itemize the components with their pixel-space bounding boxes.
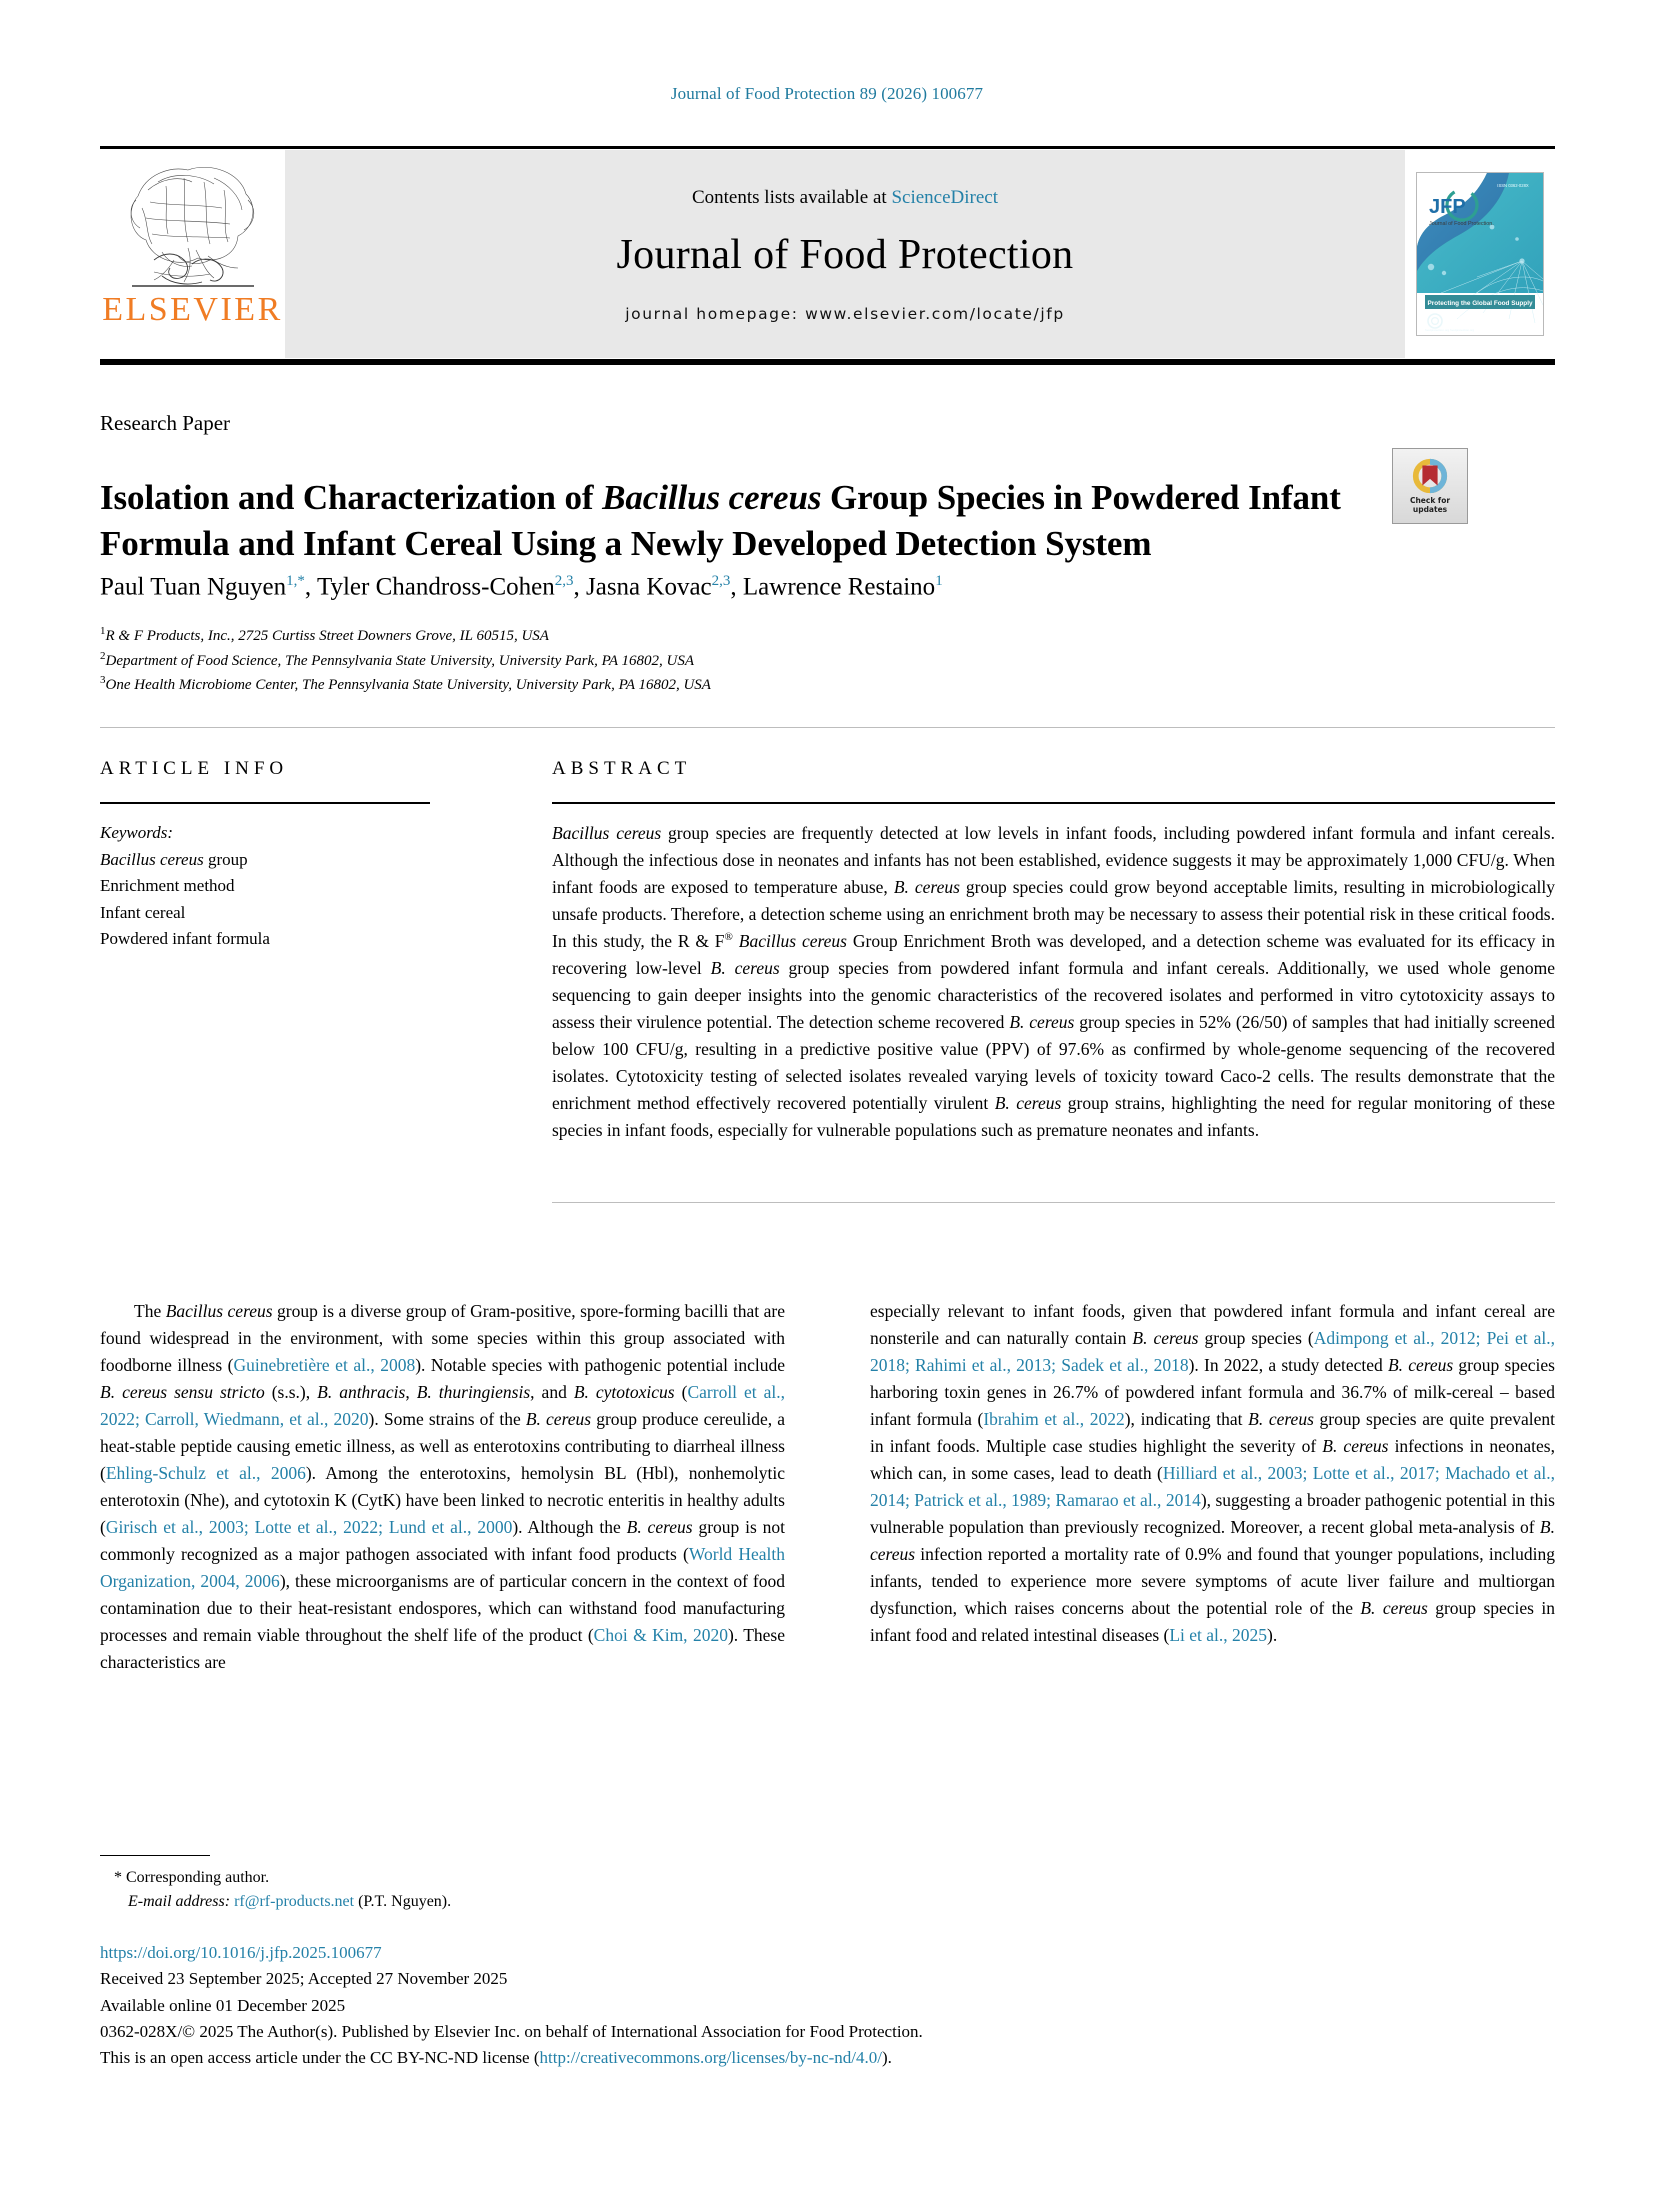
copyright-line: 0362-028X/© 2025 The Author(s). Published by Elsevier Inc. on behalf of International Association for Food Protection. — [100, 2022, 923, 2042]
abstract-heading: ABSTRACT — [552, 758, 692, 779]
svg-text:JFP: JFP — [1429, 196, 1466, 218]
running-head: Journal of Food Protection 89 (2026) 100677 — [670, 84, 984, 103]
keywords-block — [100, 820, 500, 953]
article-info-heading: ARTICLE INFO — [100, 758, 289, 779]
citation-link[interactable]: Choi & Kim, 2020 — [593, 1625, 728, 1646]
email-suffix: (P.T. Nguyen). — [358, 1893, 452, 1911]
author-name[interactable]: Jasna Kovac — [586, 573, 712, 601]
contents-prefix: Contents lists available at — [691, 187, 892, 208]
svg-text:Food Protection: Food Protection — [1446, 320, 1489, 326]
author-sep: , — [573, 573, 586, 601]
license-prefix: This is an open access article under the CC BY-NC-ND license ( — [100, 2048, 540, 2068]
abstract-bottom-rule — [552, 1202, 1555, 1203]
body-paragraph: The Bacillus cereus group is a diverse group of Gram-positive, spore-forming bacilli that are found widespread in the environment, with some species within this group associated with foodborne illness (Guinebretière et al., 2008). Notable species with pathogenic potential include B. cereus sensu stricto (s.s.), B. anthracis, B. thuringiensis, and B. cytotoxicus (Carroll et al., 2022; Carroll, Wiedmann, et al., 2020). Some strains of the B. cereus group produce cereulide, a heat-stable peptide causing emetic illness, as well as enterotoxins contributing to diarrheal illness (Ehling-Schulz et al., 2006). Among the enterotoxins, hemolysin BL (Hbl), nonhemolytic enterotoxin (Nhe), and cytotoxin K (CytK) have been linked to necrotic enteritis in healthy adults (Girisch et al., 2003; Lotte et al., 2022; Lund et al., 2000). Although the B. cereus group is not commonly recognized as a major pathogen associated with infant food products (World Health Organization, 2004, 2006), these microorganisms are of particular concern in the context of food contamination due to their heat-resistant endospores, which can withstand food manufacturing processes and remain viable throughout the shelf life of the product (Choi & Kim, 2020). These characteristics are — [100, 1301, 786, 1673]
page-title — [100, 475, 1365, 566]
masthead-top-rule — [100, 146, 1555, 149]
license-link[interactable]: http://creativecommons.org/licenses/by-nc-nd/4.0/ — [539, 2048, 882, 2068]
license-line — [100, 2045, 1420, 2071]
footnote-rule — [100, 1855, 210, 1856]
email-label: E-mail address: — [128, 1893, 231, 1911]
body-columns — [100, 1298, 1555, 1676]
journal-masthead — [100, 146, 1555, 365]
crossmark-label-line2: updates — [1412, 505, 1448, 514]
body-column-left — [100, 1298, 785, 1676]
svg-text:Journal of Food Protection.: Journal of Food Protection. — [1429, 221, 1494, 227]
citation-link[interactable]: Carroll et al., 2022; Carroll, Wiedmann, et al., 2020 — [100, 1382, 786, 1430]
abstract-text: Bacillus cereus group species are frequently detected at low levels in infant foods, including powdered infant formula and infant cereals. Although the infectious dose in neonates and infants has not been established, evidence suggests it may be approximately 1,000 CFU/g. When infant foods are exposed to temperature abuse, B. cereus group species could grow beyond acceptable limits, resulting in microbiologically unsafe products. Therefore, a detection scheme using an enrichment broth may be necessary to assess their potential risk in these critical foods. In this study, the R & F® Bacillus cereus Group Enrichment Broth was developed, and a detection scheme was evaluated for its efficacy in recovering low-level B. cereus group species from powdered infant formula and infant cereals. Additionally, we used whole genome sequencing to gain deeper insights into the genomic characteristics of the recovered isolates and performed in vitro cytotoxicity assays to assess their virulence potential. The detection scheme recovered B. cereus group species in 52% (26/50) of samples that had initially screened below 100 CFU/g, resulting in a predictive positive value (PPV) of 97.6% as confirmed by whole-genome sequencing of the recovered isolates. Cytotoxicity testing of selected isolates revealed varying levels of toxicity toward Caco-2 cells. The results demonstrate that the enrichment method effectively recovered potentially virulent B. cereus group strains, highlighting the need for regular monitoring of these species in infant foods, especially for vulnerable populations such as premature neonates and infants. — [552, 823, 1556, 1141]
author-list — [100, 573, 1400, 601]
crossmark-badge[interactable] — [1392, 448, 1468, 524]
crossmark-label-line1: Check for — [1409, 496, 1451, 506]
body-paragraph: especially relevant to infant foods, given that powdered infant formula and infant cereal are nonsterile and can naturally contain B. cereus group species (Adimpong et al., 2012; Pei et al., 2018; Rahimi et al., 2013; Sadek et al., 2018). In 2022, a study detected B. cereus group species harboring toxin genes in 26.7% of powdered infant formula and 36.7% of milk-cereal – based infant formula (Ibrahim et al., 2022), indicating that B. cereus group species are quite prevalent in infant foods. Multiple case studies highlight the severity of B. cereus infections in neonates, which can, in some cases, lead to death (Hilliard et al., 2003; Lotte et al., 2017; Machado et al., 2014; Patrick et al., 1989; Ramarao et al., 2014), suggesting a broader pathogenic potential in this vulnerable population than previously recognized. Moreover, a recent global meta-analysis of B. cereus infection reported a mortality rate of 0.9% and found that younger populations, including infants, tended to experience more severe symptoms of acute liver failure and multiorgan dysfunction, which raises concerns about the potential role of the B. cereus group species in infant food and related intestinal diseases (Li et al., 2025). — [870, 1301, 1555, 1646]
citation-link[interactable]: Ehling-Schulz et al., 2006 — [105, 1463, 306, 1484]
citation-link[interactable]: Ibrahim et al., 2022 — [983, 1409, 1125, 1430]
jfp-cover-thumbnail — [1416, 172, 1544, 336]
contents-line — [692, 187, 998, 209]
title-part-1: Isolation and Characterization of — [100, 478, 603, 518]
citation-link[interactable]: Li et al., 2025 — [1169, 1625, 1268, 1646]
abstract-section — [552, 758, 1555, 1144]
section-divider — [100, 727, 1555, 728]
author-affil-marker: 1,* — [286, 573, 305, 589]
citation-link[interactable]: Hilliard et al., 2003; Lotte et al., 2017; Machado et al., 2014; Patrick et al., 1989; Ramarao et al., 2014 — [870, 1463, 1555, 1511]
affiliation-item — [100, 672, 1400, 697]
title-part-3: Group Species in Powdered Infant Formula and Infant Cereal Using a Newly Developed Detection System — [100, 478, 1341, 563]
footnote-block — [100, 1866, 760, 1915]
author-affil-marker: 2,3 — [711, 573, 731, 589]
received-dates: Received 23 September 2025; Accepted 27 November 2025 — [100, 1969, 508, 1989]
title-part-2: Bacillus cereus — [602, 478, 822, 518]
keywords-label: Keywords: — [100, 823, 174, 842]
svg-text:International Association for: International Association for — [1446, 315, 1488, 319]
email-link[interactable]: rf@rf-products.net — [234, 1893, 355, 1911]
journal-title: Journal of Food Protection — [616, 232, 1074, 278]
affiliation-text: One Health Microbiome Center, The Pennsylvania State University, University Park, PA 16802, USA — [105, 677, 711, 693]
citation-link[interactable]: Guinebretière et al., 2008 — [233, 1355, 416, 1376]
masthead-bottom-rule — [100, 359, 1555, 365]
email-note — [100, 1890, 760, 1914]
elsevier-tree-icon — [118, 156, 268, 291]
keyword-item: Enrichment method — [100, 876, 235, 896]
masthead-center — [285, 150, 1405, 358]
author-affil-marker: 1 — [935, 573, 943, 589]
affiliation-item — [100, 648, 1400, 673]
masthead-right — [1405, 150, 1555, 358]
author-name[interactable]: Tyler Chandross-Cohen — [316, 573, 555, 601]
elsevier-logo — [100, 150, 285, 358]
affiliation-list — [100, 623, 1400, 697]
doi-link[interactable]: https://doi.org/10.1016/j.jfp.2025.100677 — [100, 1943, 382, 1962]
citation-link[interactable]: World Health Organization, 2004, 2006 — [100, 1544, 786, 1592]
author-sep: , — [304, 573, 317, 601]
affiliation-text: Department of Food Science, The Pennsylvania State University, University Park, PA 16802, USA — [105, 652, 694, 669]
affiliation-marker: 1 — [100, 625, 106, 637]
affiliation-text: R & F Products, Inc., 2725 Curtiss Street Downers Grove, IL 60515, USA — [105, 628, 549, 644]
crossmark-icon — [1411, 457, 1449, 495]
affiliation-marker: 2 — [100, 649, 106, 662]
footer-block — [100, 1940, 1420, 2072]
author-affil-marker: 2,3 — [554, 573, 574, 589]
citation-link[interactable]: Girisch et al., 2003; Lotte et al., 2022; Lund et al., 2000 — [105, 1517, 513, 1538]
journal-homepage[interactable]: journal homepage: www.elsevier.com/locate/jfp — [625, 305, 1065, 323]
license-suffix: ). — [881, 2048, 892, 2068]
affiliation-marker: 3 — [100, 674, 106, 686]
corresponding-author-note: * Corresponding author. — [114, 1869, 270, 1886]
author-name[interactable]: Lawrence Restaino — [742, 573, 936, 601]
author-sep: , — [730, 573, 743, 601]
svg-text:foodprotection.org foodprote: foodprotection.org foodprotection.org — [1425, 328, 1475, 332]
keyword-item: Powdered infant formula — [100, 929, 270, 949]
elsevier-wordmark: ELSEVIER — [102, 291, 283, 328]
body-column-right — [870, 1298, 1555, 1676]
sciencedirect-link[interactable]: ScienceDirect — [891, 187, 999, 208]
abstract-rule — [552, 802, 1555, 804]
keyword-item: Bacillus cereus group — [100, 849, 248, 869]
svg-text:ISSN 0362-028X: ISSN 0362-028X — [1497, 183, 1529, 188]
svg-text:Protecting the Global Food Sup: Protecting the Global Food Supply — [1427, 300, 1533, 307]
author-name[interactable]: Paul Tuan Nguyen — [100, 573, 287, 601]
affiliation-item — [100, 623, 1400, 648]
keyword-item: Infant cereal — [100, 902, 186, 922]
article-type: Research Paper — [100, 411, 231, 435]
article-info-section — [100, 758, 500, 953]
jfp-cover-art — [1417, 173, 1543, 335]
citation-link[interactable]: Adimpong et al., 2012; Pei et al., 2018; Rahimi et al., 2013; Sadek et al., 2018 — [870, 1328, 1555, 1376]
article-info-rule — [100, 802, 430, 804]
available-online: Available online 01 December 2025 — [100, 1995, 346, 2015]
